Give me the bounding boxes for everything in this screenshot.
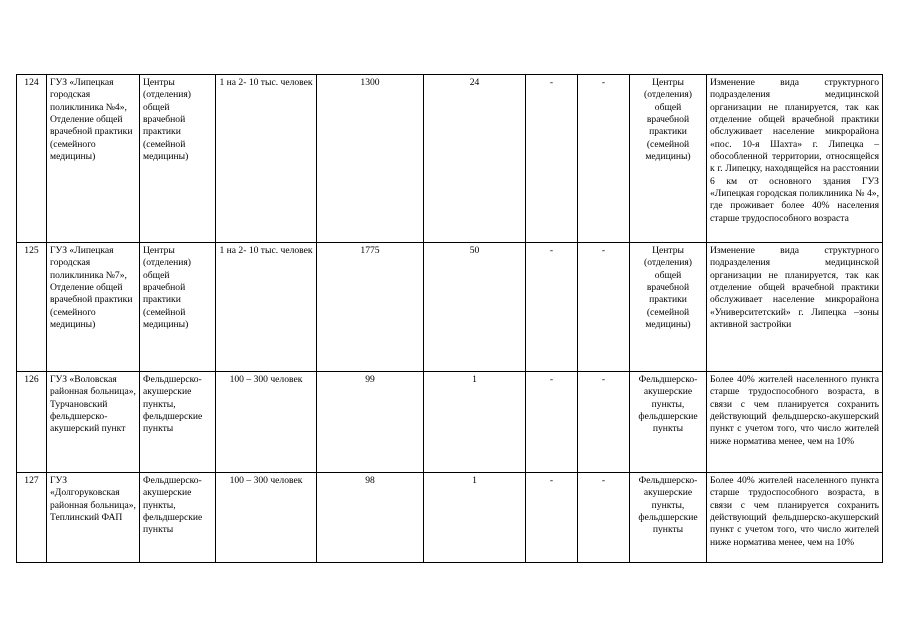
table-row — [17, 243, 883, 372]
norm: 100 – 300 человек — [216, 473, 317, 563]
norm: 1 на 2- 10 тыс. человек — [216, 243, 317, 372]
column-8: - — [578, 243, 630, 372]
column-7: - — [526, 243, 578, 372]
note: Изменение вида структурного подразделения медицинской организации не планируется, так как отделение общей врачебной практики обслуживает население микрорайона «пос. 10-я Шахта» г. Липецка – обособленной территории, относящейся к г. Липецку, находящейся на расстоянии 6 км от основного здания ГУЗ «Липецкая городская поликлиника № 4», где проживает более 40% населения старше трудоспособного возраста — [707, 75, 883, 243]
table-row — [17, 75, 883, 243]
population: 1300 — [317, 75, 424, 243]
column-8: - — [578, 75, 630, 243]
planned-type: Центры (отделения) общей врачебной практики (семейной медицины) — [630, 75, 707, 243]
count: 50 — [424, 243, 526, 372]
facility-type: Фельдшерско-акушерские пункты, фельдшерские пункты — [140, 372, 216, 473]
note: Изменение вида структурного подразделения медицинской организации не планируется, так как отделение общей врачебной практики обслуживает население микрорайона «Университетский» г. Липецка –зоны активной застройки — [707, 243, 883, 372]
table-body — [17, 75, 883, 563]
count: 1 — [424, 473, 526, 563]
planned-type: Центры (отделения) общей врачебной практики (семейной медицины) — [630, 243, 707, 372]
count: 24 — [424, 75, 526, 243]
facility-type: Фельдшерско-акушерские пункты, фельдшерские пункты — [140, 473, 216, 563]
facility-name: ГУЗ «Долгоруковская районная больница», Теплинский ФАП — [47, 473, 140, 563]
population: 98 — [317, 473, 424, 563]
facility-name: ГУЗ «Липецкая городская поликлиника №4», Отделение общей врачебной практики (семейного медицины) — [47, 75, 140, 243]
planned-type: Фельдшерско-акушерские пункты, фельдшерские пункты — [630, 372, 707, 473]
facility-type: Центры (отделения) общей врачебной практики (семейной медицины) — [140, 243, 216, 372]
facility-name: ГУЗ «Липецкая городская поликлиника №7», Отделение общей врачебной практики (семейного медицины) — [47, 243, 140, 372]
row-number: 125 — [17, 243, 47, 372]
row-number: 126 — [17, 372, 47, 473]
column-7: - — [526, 372, 578, 473]
population: 99 — [317, 372, 424, 473]
column-8: - — [578, 372, 630, 473]
table-row — [17, 473, 883, 563]
population: 1775 — [317, 243, 424, 372]
facilities-table — [16, 74, 883, 563]
norm: 1 на 2- 10 тыс. человек — [216, 75, 317, 243]
count: 1 — [424, 372, 526, 473]
table-row — [17, 372, 883, 473]
note: Более 40% жителей населенного пункта старше трудоспособного возраста, в связи с чем планируется сохранить действующий фельдшерско-акушерский пункт с учетом того, что число жителей ниже норматива менее, чем на 10% — [707, 372, 883, 473]
facility-name: ГУЗ «Воловская районная больница», Турчановский фельдшерско-акушерский пункт — [47, 372, 140, 473]
column-7: - — [526, 75, 578, 243]
row-number: 127 — [17, 473, 47, 563]
facility-type: Центры (отделения) общей врачебной практики (семейной медицины) — [140, 75, 216, 243]
column-8: - — [578, 473, 630, 563]
row-number: 124 — [17, 75, 47, 243]
note: Более 40% жителей населенного пункта старше трудоспособного возраста, в связи с чем планируется сохранить действующий фельдшерско-акушерский пункт с учетом того, что число жителей ниже норматива менее, чем на 10% — [707, 473, 883, 563]
norm: 100 – 300 человек — [216, 372, 317, 473]
column-7: - — [526, 473, 578, 563]
planned-type: Фельдшерско-акушерские пункты, фельдшерские пункты — [630, 473, 707, 563]
